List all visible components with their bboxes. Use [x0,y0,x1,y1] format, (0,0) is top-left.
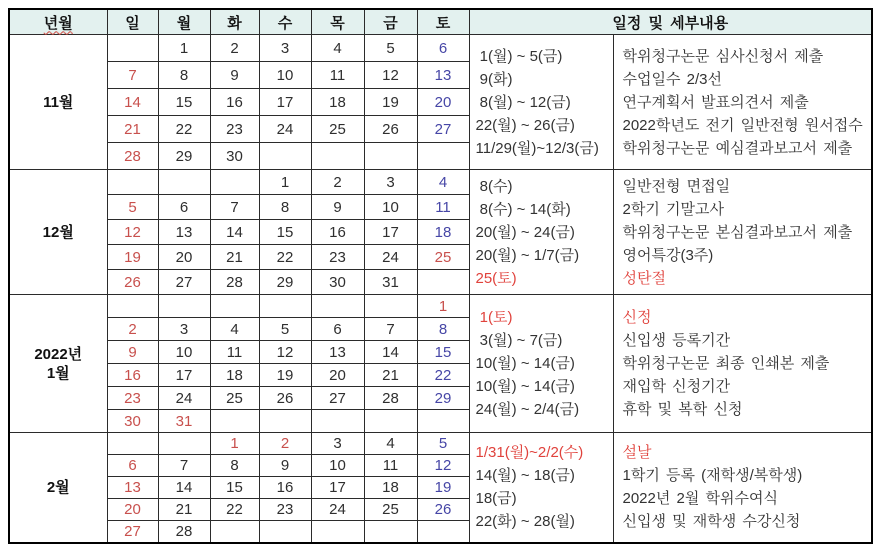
schedule-description: 1학기 등록 (재학생/복학생) [622,467,803,485]
day-cell: 2 [107,318,158,341]
day-cell: 3 [259,35,311,62]
month-label [9,295,107,433]
month-label [9,35,107,170]
day-cell: 10 [311,455,364,477]
schedule-desc-lines [614,441,872,533]
empty-day-cell [210,295,259,318]
schedule-description: 2022년 2월 학위수여식 [622,490,778,508]
schedule-date-range: 18(금) [475,490,517,508]
month-label-line: 2022년 [34,345,83,363]
schedule-dates-lines [470,45,613,160]
day-cell: 26 [259,387,311,410]
day-cell: 23 [107,387,158,410]
day-cell: 15 [259,220,311,245]
empty-day-cell [417,521,469,543]
empty-day-cell [107,433,158,455]
day-cell: 31 [158,410,210,433]
day-cell: 26 [417,499,469,521]
empty-day-cell [259,295,311,318]
header-day-sat: 토 [417,9,469,35]
day-cell: 19 [364,89,417,116]
day-cell: 12 [259,341,311,364]
schedule-description: 신정 [622,309,652,326]
schedule-date-range: 10(월) ~ 14(금) [475,355,575,372]
empty-day-cell [210,410,259,433]
month-label-line: 11월 [43,93,74,111]
academic-calendar-table [8,8,873,544]
day-cell: 17 [364,220,417,245]
schedule-desc-cell [613,433,872,543]
day-cell: 25 [417,245,469,270]
day-cell: 25 [364,499,417,521]
day-cell: 13 [158,220,210,245]
schedule-date-range: 1/31(월)~2/2(수) [475,444,584,462]
day-cell: 17 [158,364,210,387]
day-cell: 25 [210,387,259,410]
empty-day-cell [107,35,158,62]
empty-day-cell [158,295,210,318]
day-cell: 9 [210,62,259,89]
schedule-description: 학위청구논문 본심결과보고서 제출 [622,223,853,241]
day-cell: 26 [107,270,158,295]
empty-day-cell [364,410,417,433]
day-cell: 19 [259,364,311,387]
empty-day-cell [417,270,469,295]
day-cell: 13 [417,62,469,89]
day-cell: 1 [158,35,210,62]
day-cell: 30 [311,270,364,295]
header-day-sun: 일 [107,9,158,35]
schedule-description: 신입생 등록기간 [622,332,731,349]
calendar-week-row [9,295,872,318]
day-cell: 8 [210,455,259,477]
header-day-tue: 화 [210,9,259,35]
empty-day-cell [259,521,311,543]
schedule-dates-cell [469,295,613,433]
day-cell: 9 [259,455,311,477]
schedule-desc-lines [614,45,872,160]
day-cell: 8 [417,318,469,341]
empty-day-cell [364,521,417,543]
day-cell: 20 [417,89,469,116]
schedule-desc-cell [613,295,872,433]
day-cell: 8 [259,195,311,220]
day-cell: 28 [107,143,158,170]
empty-day-cell [158,433,210,455]
day-cell: 16 [107,364,158,387]
schedule-dates-lines [470,175,613,290]
day-cell: 17 [259,89,311,116]
calendar-week-row [9,170,872,195]
day-cell: 11 [311,62,364,89]
schedule-date-range: 14(월) ~ 18(금) [475,467,575,485]
day-cell: 14 [210,220,259,245]
day-cell: 15 [210,477,259,499]
empty-day-cell [311,295,364,318]
day-cell: 20 [311,364,364,387]
schedule-desc-cell [613,170,872,295]
schedule-dates-cell [469,35,613,170]
day-cell: 14 [107,89,158,116]
schedule-dates-cell [469,433,613,543]
day-cell: 14 [158,477,210,499]
day-cell: 23 [311,245,364,270]
empty-day-cell [417,143,469,170]
day-cell: 21 [158,499,210,521]
schedule-date-range: 8(수) [475,177,513,195]
day-cell: 6 [158,195,210,220]
schedule-desc-cell [613,35,872,170]
empty-day-cell [417,410,469,433]
day-cell: 27 [417,116,469,143]
header-schedule: 일정 및 세부내용 [469,9,872,35]
day-cell: 20 [107,499,158,521]
day-cell: 5 [107,195,158,220]
day-cell: 2 [259,433,311,455]
schedule-date-range: 22(화) ~ 28(월) [475,513,575,531]
day-cell: 22 [158,116,210,143]
day-cell: 25 [311,116,364,143]
empty-day-cell [364,143,417,170]
day-cell: 14 [364,341,417,364]
day-cell: 28 [210,270,259,295]
day-cell: 3 [364,170,417,195]
day-cell: 27 [311,387,364,410]
day-cell: 2 [210,35,259,62]
schedule-date-range: 8(월) ~ 12(금) [475,93,571,111]
day-cell: 12 [364,62,417,89]
day-cell: 21 [107,116,158,143]
day-cell: 27 [107,521,158,543]
day-cell: 20 [158,245,210,270]
empty-day-cell [107,170,158,195]
day-cell: 5 [417,433,469,455]
day-cell: 6 [311,318,364,341]
header-row [9,9,872,35]
schedule-description: 학위청구논문 예심결과보고서 제출 [622,139,853,157]
month-label-line: 1월 [46,364,70,382]
schedule-description: 2022학년도 전기 일반전형 원서접수 [622,116,863,134]
day-cell: 17 [311,477,364,499]
day-cell: 6 [107,455,158,477]
day-cell: 10 [259,62,311,89]
day-cell: 12 [417,455,469,477]
day-cell: 8 [158,62,210,89]
day-cell: 31 [364,270,417,295]
day-cell: 18 [210,364,259,387]
schedule-description: 재입학 신청기간 [622,378,731,395]
schedule-desc-lines [614,175,872,290]
empty-day-cell [210,521,259,543]
schedule-description: 성탄절 [622,269,666,287]
day-cell: 10 [364,195,417,220]
schedule-date-range: 24(월) ~ 2/4(금) [475,401,580,418]
empty-day-cell [311,521,364,543]
empty-day-cell [311,410,364,433]
empty-day-cell [107,295,158,318]
day-cell: 7 [107,62,158,89]
empty-day-cell [259,410,311,433]
day-cell: 4 [210,318,259,341]
day-cell: 22 [417,364,469,387]
schedule-description: 수업일수 2/3선 [622,70,722,88]
day-cell: 28 [364,387,417,410]
day-cell: 24 [311,499,364,521]
schedule-date-range: 25(토) [475,269,517,287]
schedule-date-range: 10(월) ~ 14(금) [475,378,575,395]
day-cell: 19 [107,245,158,270]
schedule-date-range: 3(월) ~ 7(금) [475,332,563,349]
schedule-dates-lines [470,306,613,421]
day-cell: 11 [210,341,259,364]
day-cell: 22 [259,245,311,270]
day-cell: 24 [259,116,311,143]
day-cell: 21 [364,364,417,387]
day-cell: 11 [364,455,417,477]
schedule-description: 휴학 및 복학 신청 [622,401,743,418]
schedule-description: 2학기 기말고사 [622,200,724,218]
header-day-mon: 월 [158,9,210,35]
day-cell: 6 [417,35,469,62]
day-cell: 16 [311,220,364,245]
day-cell: 29 [417,387,469,410]
header-day-thu: 목 [311,9,364,35]
calendar-week-row [9,35,872,62]
schedule-description: 일반전형 면접일 [622,177,731,195]
day-cell: 7 [364,318,417,341]
day-cell: 3 [158,318,210,341]
day-cell: 9 [311,195,364,220]
schedule-date-range: 8(수) ~ 14(화) [475,200,571,218]
schedule-date-range: 9(화) [475,70,513,88]
day-cell: 7 [210,195,259,220]
month-label-line: 12월 [42,223,74,241]
day-cell: 15 [158,89,210,116]
empty-day-cell [259,143,311,170]
empty-day-cell [364,295,417,318]
schedule-description: 학위청구논문 심사신청서 제출 [622,47,824,65]
day-cell: 27 [158,270,210,295]
header-day-fri: 금 [364,9,417,35]
day-cell: 29 [259,270,311,295]
schedule-dates-cell [469,170,613,295]
schedule-date-range: 20(월) ~ 1/7(금) [475,246,580,264]
schedule-description: 연구계획서 발표의견서 제출 [622,93,809,111]
header-day-wed: 수 [259,9,311,35]
day-cell: 3 [311,433,364,455]
day-cell: 5 [364,35,417,62]
empty-day-cell [311,143,364,170]
schedule-description: 신입생 및 재학생 수강신청 [622,513,801,531]
day-cell: 28 [158,521,210,543]
month-label [9,433,107,543]
day-cell: 23 [259,499,311,521]
schedule-date-range: 1(월) ~ 5(금) [475,47,563,65]
day-cell: 13 [107,477,158,499]
day-cell: 18 [417,220,469,245]
day-cell: 18 [311,89,364,116]
schedule-description: 영어특강(3주) [622,246,714,264]
schedule-description: 설날 [622,444,652,462]
day-cell: 9 [107,341,158,364]
month-label-line: 2월 [46,478,70,496]
calendar-week-row [9,433,872,455]
schedule-date-range: 22(월) ~ 26(금) [475,116,575,134]
day-cell: 11 [417,195,469,220]
schedule-desc-lines [614,306,872,421]
day-cell: 22 [210,499,259,521]
day-cell: 24 [364,245,417,270]
day-cell: 12 [107,220,158,245]
day-cell: 30 [107,410,158,433]
day-cell: 7 [158,455,210,477]
day-cell: 4 [417,170,469,195]
day-cell: 2 [311,170,364,195]
schedule-dates-lines [470,441,613,533]
day-cell: 13 [311,341,364,364]
day-cell: 29 [158,143,210,170]
empty-day-cell [158,170,210,195]
day-cell: 15 [417,341,469,364]
day-cell: 10 [158,341,210,364]
header-month-col [9,9,107,35]
day-cell: 1 [259,170,311,195]
day-cell: 1 [210,433,259,455]
day-cell: 16 [210,89,259,116]
schedule-date-range: 20(월) ~ 24(금) [475,223,575,241]
schedule-description: 학위청구논문 최종 인쇄본 제출 [622,355,830,372]
day-cell: 4 [364,433,417,455]
day-cell: 21 [210,245,259,270]
day-cell: 4 [311,35,364,62]
day-cell: 16 [259,477,311,499]
day-cell: 24 [158,387,210,410]
day-cell: 23 [210,116,259,143]
day-cell: 19 [417,477,469,499]
header-month-col-label: 년월 [43,14,73,32]
day-cell: 1 [417,295,469,318]
day-cell: 5 [259,318,311,341]
empty-day-cell [210,170,259,195]
day-cell: 18 [364,477,417,499]
day-cell: 26 [364,116,417,143]
day-cell: 30 [210,143,259,170]
month-label [9,170,107,295]
schedule-date-range: 1(토) [475,309,513,326]
schedule-date-range: 11/29(월)~12/3(금) [475,139,599,157]
